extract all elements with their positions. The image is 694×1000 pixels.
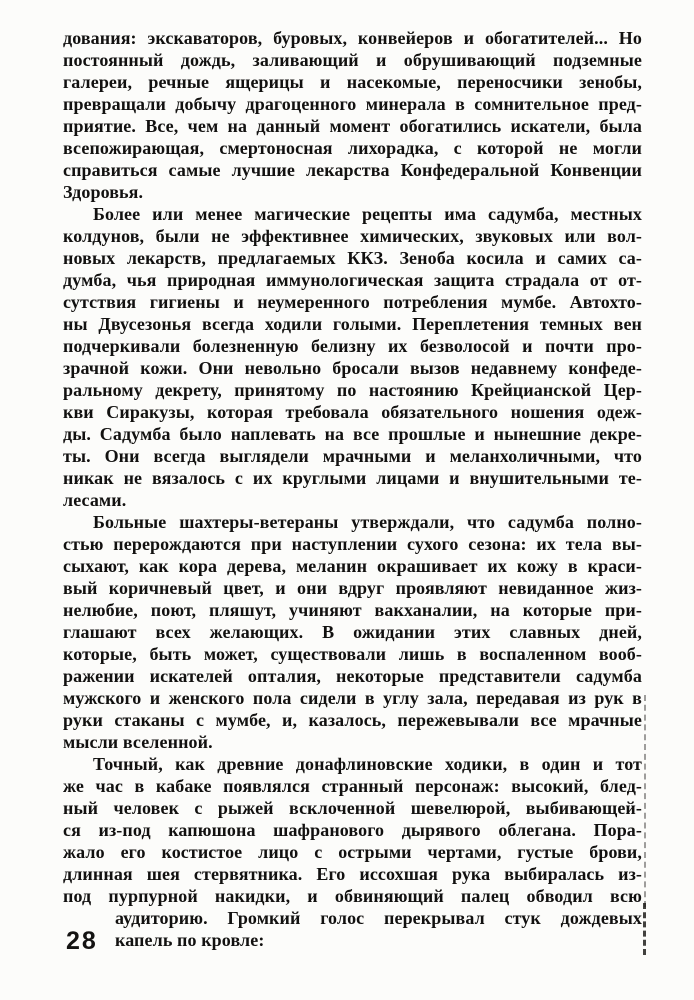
text-line: ражении искателей опталия, некоторые представители садумба: [63, 666, 642, 686]
text-line: стью перерождаются при наступлении сухого сезона: их тела вы-: [63, 534, 642, 554]
text-line: ся из-под капюшона шафранового дырявого облегана. Пора-: [63, 820, 642, 840]
text-line: под пурпурной накидки, и обвиняющий палец обводил всю: [63, 886, 642, 906]
text-line: кви Сиракузы, которая требовала обязательного ношения одеж-: [63, 402, 642, 422]
text-line: дования: экскаваторов, буровых, конвейеров и обогатителей... Но: [63, 28, 642, 48]
text-line: галереи, речные ящерицы и насекомые, переносчики зенобы,: [63, 72, 642, 92]
text-line: ный человек с рыжей всклоченной шевелюрой, выбивающей-: [63, 798, 642, 818]
text-line: зрачной кожи. Они невольно бросали вызов недавнему конфеде-: [63, 358, 642, 378]
text-line: приятие. Все, чем на данный момент обогатились искатели, была: [63, 116, 642, 136]
text-line: подчеркивали болезненную белизну их безволосой и почти про-: [63, 336, 642, 356]
text-line: постоянный дождь, заливающий и обрушивающий подземные: [63, 50, 642, 70]
text-line: всепожирающая, смертоносная лихорадка, с которой не могли: [63, 138, 642, 158]
text-line: Более или менее магические рецепты има садумба, местных: [93, 204, 642, 224]
text-line: Здоровья.: [63, 182, 144, 202]
text-line: сыхают, как кора дерева, меланин окрашивает их кожу в краси-: [63, 556, 642, 576]
text-line: мужского и женского пола сидели в углу зала, передавая из рук в: [63, 688, 642, 708]
text-line: колдунов, были не эффективнее химических, звуковых или вол-: [63, 226, 642, 246]
text-line: ты. Они всегда выглядели мрачными и меланхоличными, что: [63, 446, 642, 466]
text-line: жало его костистое лицо с острыми чертами, густые брови,: [63, 842, 642, 862]
text-line: глашают всех желающих. В ожидании этих славных дней,: [63, 622, 642, 642]
paragraph: [63, 753, 642, 951]
text-line: Больные шахтеры-ветераны утверждали, что садумба полно-: [93, 512, 642, 532]
scan-artifact-dark-dashes: [643, 903, 646, 955]
paragraph: [63, 203, 642, 511]
text-line: новых лекарств, предлагаемых ККЗ. Зеноба косила и самих са-: [63, 248, 642, 268]
text-line: мысли вселенной.: [63, 732, 213, 752]
text-line: никак не вязалось с их круглыми лицами и внушительными те-: [63, 468, 642, 488]
paragraph: [63, 511, 642, 753]
text-line: аудиторию. Громкий голос перекрывал стук дождевых: [115, 908, 642, 928]
text-line: же час в кабаке появлялся странный персонаж: высокий, блед-: [63, 776, 642, 796]
text-line: ны Двусезонья всегда ходили голыми. Переплетения темных вен: [63, 314, 642, 334]
text-line: сутствия гигиены и неумеренного потребления мумбе. Автохто-: [63, 292, 642, 312]
text-line: лесами.: [63, 490, 127, 510]
text-line: нелюбие, поют, пляшут, учиняют вакханалии, на которые при-: [63, 600, 642, 620]
page-number: 28: [66, 927, 98, 955]
text-line: ральному декрету, принятому по настоянию Крейцианской Цер-: [63, 380, 642, 400]
text-line: вый коричневый цвет, и они вдруг проявляют невиданное жиз-: [63, 578, 642, 598]
scan-artifact-dotted-line: [644, 695, 646, 907]
text-line: ды. Садумба было наплевать на все прошлые и нынешние декре-: [63, 424, 642, 444]
text-line: справиться самые лучшие лекарства Конфедеральной Конвенции: [63, 160, 642, 180]
text-line: которые, быть может, существовали лишь в воспаленном вооб-: [63, 644, 642, 664]
text-line: капель по кровле:: [115, 930, 265, 950]
text-line: превращали добычу драгоценного минерала в сомнительное пред-: [63, 94, 642, 114]
text-line: Точный, как древние донафлиновские ходики, в один и тот: [93, 754, 642, 774]
text-column: [63, 27, 642, 951]
text-line: длинная шея стервятника. Его иссохшая рука выбиралась из-: [63, 864, 642, 884]
paragraph: [63, 27, 642, 203]
text-line: думба, чья природная иммунологическая защита страдала от от-: [63, 270, 642, 290]
text-line: руки стаканы с мумбе, и, казалось, пережевывали все мрачные: [63, 710, 642, 730]
